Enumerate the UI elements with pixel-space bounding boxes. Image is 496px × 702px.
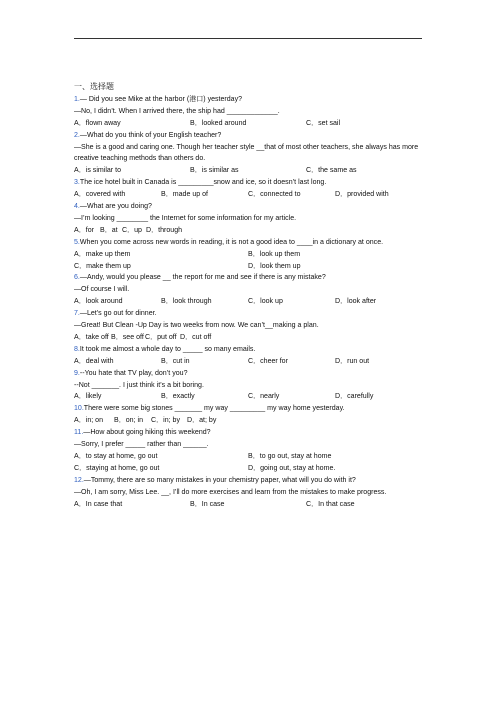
- question: [74, 237, 422, 273]
- question: [74, 427, 422, 475]
- options-row: [74, 261, 422, 273]
- options-row: [74, 451, 422, 463]
- option[interactable]: A．take off: [74, 333, 109, 341]
- question-text: —I’m looking ________ the Internet for some information for my article.: [74, 214, 297, 222]
- option[interactable]: A．covered with: [74, 191, 126, 199]
- option[interactable]: C．cheer for: [248, 357, 288, 365]
- option[interactable]: A．for: [74, 226, 94, 234]
- option[interactable]: A．make up them: [74, 250, 131, 258]
- question-text: —Andy, would you please __ the report for me and see if there is any mistake?: [79, 274, 326, 282]
- question: [74, 475, 422, 511]
- option[interactable]: B．exactly: [161, 393, 195, 401]
- question-text: --Not _______. I just think it’s a bit boring.: [74, 381, 204, 389]
- question-text: --You hate that TV play, don’t you?: [79, 369, 188, 377]
- option[interactable]: B．to go out, stay at home: [248, 452, 332, 460]
- question-number: 7.: [74, 310, 80, 318]
- options-row: [74, 118, 422, 130]
- question: [74, 201, 422, 237]
- option[interactable]: D．cut off: [180, 333, 212, 341]
- option[interactable]: C．look up: [248, 298, 283, 306]
- options-row: [74, 391, 422, 403]
- question-text: It took me almost a whole day to _____ so many emails.: [79, 345, 256, 353]
- option[interactable]: B．at: [100, 226, 118, 234]
- question-number: 8.: [74, 345, 80, 353]
- option[interactable]: A．look around: [74, 298, 123, 306]
- option[interactable]: C．staying at home, go out: [74, 464, 160, 472]
- question-text: There were some big stones _______ my way _________ my way home yesterday.: [83, 405, 345, 413]
- question: [74, 368, 422, 404]
- question-text: —Oh, I am sorry, Miss Lee. __, I’ll do more exercises and learn from the mistakes to make progress.: [74, 488, 387, 496]
- question-number: 1.: [74, 95, 80, 103]
- option[interactable]: C．connected to: [248, 191, 301, 199]
- question: [74, 272, 422, 308]
- question-text: —Sorry, I prefer _____ rather than ______.: [74, 441, 209, 449]
- option[interactable]: B．look up them: [248, 250, 301, 258]
- option[interactable]: B．cut in: [161, 357, 190, 365]
- question-number: 3.: [74, 179, 80, 187]
- question-number: 5.: [74, 238, 80, 246]
- options-row: [74, 165, 422, 177]
- section-title: 一、选择题: [74, 82, 114, 91]
- question-number: 12.: [74, 476, 84, 484]
- option[interactable]: A．likely: [74, 393, 102, 401]
- question: [74, 308, 422, 344]
- options-row: [74, 415, 422, 427]
- options-row: [74, 296, 422, 308]
- options-row: [74, 356, 422, 368]
- option[interactable]: D．run out: [335, 357, 370, 365]
- option[interactable]: A．flown away: [74, 119, 121, 127]
- option[interactable]: A．to stay at home, go out: [74, 452, 158, 460]
- option[interactable]: B．In case: [190, 500, 225, 508]
- options-row: [74, 499, 422, 511]
- question: [74, 94, 422, 130]
- options-row: [74, 463, 422, 475]
- option[interactable]: D．going out, stay at home.: [248, 464, 336, 472]
- option[interactable]: A．deal with: [74, 357, 114, 365]
- question-number: 2.: [74, 131, 80, 139]
- option[interactable]: D．look them up: [248, 262, 301, 270]
- option[interactable]: D．carefully: [335, 393, 374, 401]
- document-body: [74, 81, 422, 510]
- options-row: [74, 332, 422, 344]
- question-text: —She is a good and caring one. Though her teacher style __that of most other teachers, she always has more creative teaching methods than others do.: [74, 143, 419, 163]
- option[interactable]: D．at; by: [187, 417, 217, 425]
- question: [74, 130, 422, 178]
- option[interactable]: B．see off: [111, 333, 144, 341]
- option[interactable]: C．in; by: [151, 417, 180, 425]
- question-text: When you come across new words in reading, it is not a good idea to ____in a dictionary at once.: [79, 238, 384, 246]
- option[interactable]: B．made up of: [161, 191, 209, 199]
- question-number: 6.: [74, 274, 80, 282]
- option[interactable]: C．nearly: [248, 393, 280, 401]
- option[interactable]: B．on; in: [114, 417, 143, 425]
- question-text: —No, I didn’t. When I arrived there, the ship had _____________.: [74, 107, 280, 115]
- options-row: [74, 189, 422, 201]
- option[interactable]: A．in; on: [74, 417, 103, 425]
- question: [74, 403, 422, 427]
- option[interactable]: B．look through: [161, 298, 212, 306]
- options-row: [74, 225, 422, 237]
- question-text: —Great! But Clean -Up Day is two weeks from now. We can’t__making a plan.: [74, 322, 319, 330]
- question-text: —Let’s go out for dinner.: [79, 310, 157, 318]
- question-text: —What do you think of your English teacher?: [79, 131, 222, 139]
- option[interactable]: B．looked around: [190, 119, 247, 127]
- question-text: —Tommy, there are so many mistakes in your chemistry paper, what will you do with it?: [83, 476, 356, 484]
- option[interactable]: A．In case that: [74, 500, 123, 508]
- option[interactable]: C．up: [122, 226, 142, 234]
- question-text: The ice hotel built in Canada is _________snow and ice, so it doesn’t last long.: [79, 179, 327, 187]
- question-number: 11.: [74, 429, 84, 437]
- question: [74, 177, 422, 201]
- option[interactable]: C．set sail: [306, 119, 341, 127]
- options-row: [74, 249, 422, 261]
- option[interactable]: C．the same as: [306, 167, 357, 175]
- option[interactable]: B．is similar as: [190, 167, 239, 175]
- question-text: —What are you doing?: [79, 203, 152, 211]
- question-text: — Did you see Mike at the harbor (港口) yesterday?: [79, 95, 243, 103]
- question-number: 9.: [74, 369, 80, 377]
- option[interactable]: D．look after: [335, 298, 377, 306]
- option[interactable]: D．through: [146, 226, 183, 234]
- question: [74, 344, 422, 368]
- option[interactable]: A．is similar to: [74, 167, 121, 175]
- option[interactable]: C．put off: [145, 333, 177, 341]
- question-text: —How about going hiking this weekend?: [83, 429, 211, 437]
- question-number: 10.: [74, 405, 84, 413]
- option[interactable]: D．provided with: [335, 191, 389, 199]
- header-rule: [74, 38, 422, 39]
- question-number: 4.: [74, 203, 80, 211]
- option[interactable]: C．In that case: [306, 500, 355, 508]
- option[interactable]: C．make them up: [74, 262, 131, 270]
- question-text: —Of course I will.: [74, 286, 130, 294]
